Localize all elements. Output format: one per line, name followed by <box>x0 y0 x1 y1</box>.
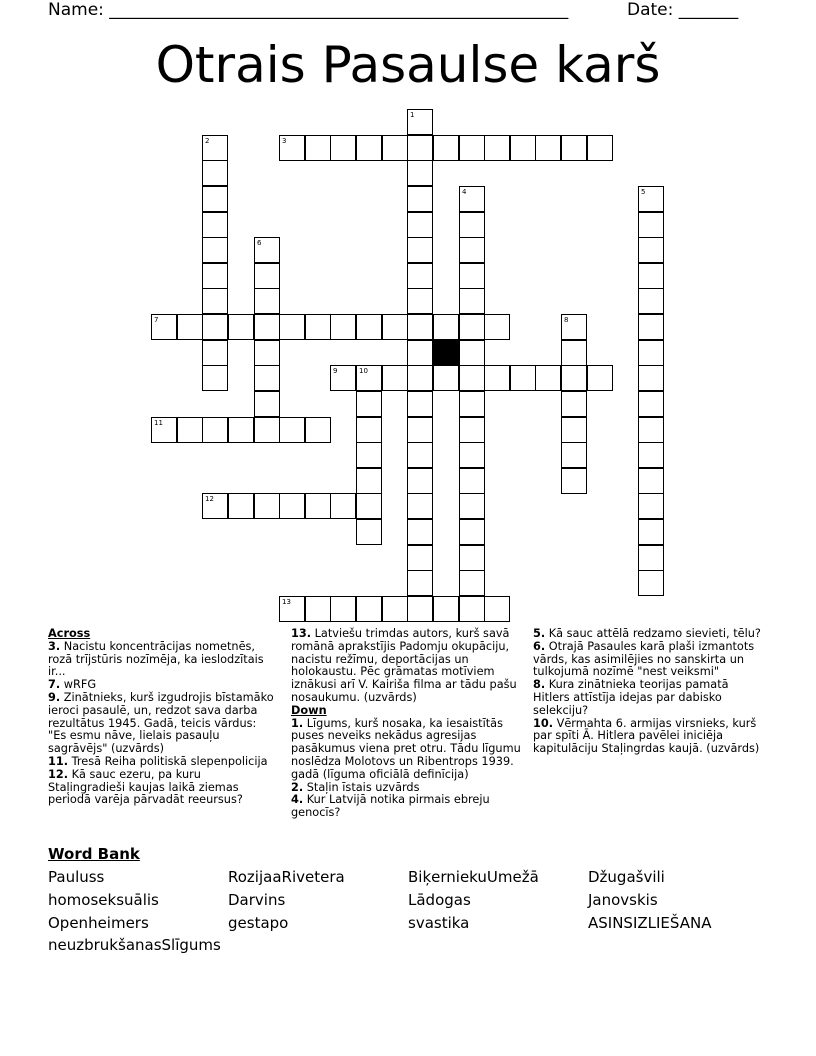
grid-cell[interactable] <box>459 340 485 366</box>
grid-cell[interactable] <box>330 493 356 519</box>
grid-cell[interactable] <box>254 417 280 443</box>
clue-down-8: 8. Kura zinātnieka teorijas pamatā Hitlers attīstīja idejas par dabisko selekciju? <box>533 678 729 717</box>
grid-cell[interactable] <box>484 135 510 161</box>
grid-cell[interactable] <box>382 365 408 391</box>
grid-cell[interactable] <box>202 417 228 443</box>
grid-cell[interactable] <box>407 596 433 622</box>
grid-cell[interactable] <box>484 365 510 391</box>
grid-cell[interactable] <box>459 442 485 468</box>
grid-cell-number: 13 <box>282 598 291 606</box>
word-bank-item: svastika <box>408 914 470 932</box>
grid-cell[interactable] <box>279 417 305 443</box>
grid-cell-number: 11 <box>154 419 163 427</box>
grid-cell[interactable] <box>638 212 664 238</box>
grid-cell[interactable] <box>305 314 331 340</box>
grid-block-cell <box>433 340 459 366</box>
clue-across-3: 3. Nacistu koncentrācijas nometnēs, rozā trījstūris nozīmēja, ka ieslodzītais ir... <box>48 639 264 679</box>
grid-cell[interactable] <box>202 237 228 263</box>
grid-cell[interactable] <box>407 545 433 571</box>
grid-cell[interactable] <box>535 135 561 161</box>
grid-cell[interactable] <box>433 135 459 161</box>
grid-cell[interactable] <box>407 442 433 468</box>
grid-cell-number: 5 <box>641 188 646 196</box>
grid-cell[interactable] <box>382 135 408 161</box>
grid-cell[interactable] <box>228 417 254 443</box>
grid-cell[interactable] <box>228 314 254 340</box>
grid-cell[interactable] <box>561 417 587 443</box>
grid-cell[interactable] <box>459 288 485 314</box>
clue-down-5: 5. Kā sauc attēlā redzamo sievieti, tēlu? <box>533 627 761 640</box>
grid-cell[interactable] <box>254 340 280 366</box>
grid-cell[interactable] <box>459 237 485 263</box>
grid-cell[interactable] <box>356 519 382 545</box>
word-bank-item: neuzbrukšanasSlīgums <box>48 936 221 954</box>
grid-cell[interactable] <box>407 519 433 545</box>
grid-cell[interactable] <box>356 493 382 519</box>
grid-cell[interactable] <box>638 442 664 468</box>
word-bank-item: Darvins <box>228 891 286 909</box>
word-bank-item: Lādogas <box>408 891 471 909</box>
grid-cell[interactable] <box>407 391 433 417</box>
grid-cell[interactable] <box>254 288 280 314</box>
grid-cell-number: 1 <box>410 111 415 119</box>
grid-cell[interactable] <box>202 160 228 186</box>
grid-cell[interactable] <box>407 288 433 314</box>
clue-down-1: 1. Līgums, kurš nosaka, ka iesaistītās puses neveiks nekādus agresijas pasākumus viena pret otru. Tādu līgumu noslēdza Molotovs un Ribentrops 1939. gadā (līguma oficiālā definīcija) <box>291 716 521 781</box>
grid-cell[interactable] <box>305 493 331 519</box>
clue-across-7: 7. wRFG <box>48 678 97 692</box>
grid-cell-number: 12 <box>205 495 214 503</box>
grid-cell[interactable] <box>459 186 485 212</box>
clues-column-1 <box>48 628 278 807</box>
grid-cell[interactable] <box>638 545 664 571</box>
word-bank-item: gestapo <box>228 914 289 932</box>
grid-cell[interactable] <box>382 314 408 340</box>
grid-cell[interactable] <box>330 365 356 391</box>
grid-cell-number: 9 <box>333 367 338 375</box>
grid-cell[interactable] <box>202 186 228 212</box>
word-bank-item: Janovskis <box>588 891 658 909</box>
grid-cell[interactable] <box>407 365 433 391</box>
grid-cell[interactable] <box>151 314 177 340</box>
word-bank-item: Pauluss <box>48 868 105 886</box>
grid-cell[interactable] <box>459 545 485 571</box>
grid-cell[interactable] <box>407 570 433 596</box>
grid-cell[interactable] <box>177 314 203 340</box>
grid-cell[interactable] <box>254 365 280 391</box>
grid-cell[interactable] <box>638 365 664 391</box>
grid-cell[interactable] <box>356 365 382 391</box>
clue-across-13: 13. Latviešu trimdas autors, kurš savā romānā aprakstījis Padomju okupāciju, nacistu režīmu, deportācijas un holokaustu. Pēc grāmatas motīviem iznākusi arī V. Kairiša filma ar tādu pašu nosaukumu. (uzvārds) <box>291 627 517 704</box>
grid-cell[interactable] <box>638 468 664 494</box>
grid-cell[interactable] <box>279 135 305 161</box>
grid-cell[interactable] <box>382 596 408 622</box>
clue-down-2: 2. Staļin īstais uzvārds <box>291 780 420 794</box>
grid-cell[interactable] <box>330 596 356 622</box>
grid-cell[interactable] <box>459 519 485 545</box>
grid-cell[interactable] <box>356 314 382 340</box>
grid-cell[interactable] <box>254 493 280 519</box>
clue-across-12: 12. Kā sauc ezeru, pa kuru Staļingradieši kaujas laikā ziemas periodā varēja pārvadāt reeursus? <box>48 767 243 807</box>
grid-cell[interactable] <box>407 468 433 494</box>
grid-cell-number: 2 <box>205 137 210 145</box>
grid-cell[interactable] <box>459 135 485 161</box>
grid-cell-number: 10 <box>359 367 368 375</box>
grid-cell[interactable] <box>356 468 382 494</box>
grid-cell[interactable] <box>356 442 382 468</box>
grid-cell[interactable] <box>638 417 664 443</box>
grid-cell[interactable] <box>407 263 433 289</box>
grid-cell[interactable] <box>638 570 664 596</box>
grid-cell[interactable] <box>561 135 587 161</box>
grid-cell[interactable] <box>202 135 228 161</box>
grid-cell[interactable] <box>356 596 382 622</box>
grid-cell[interactable] <box>407 109 433 135</box>
grid-cell[interactable] <box>254 263 280 289</box>
grid-cell[interactable] <box>638 314 664 340</box>
grid-cell[interactable] <box>535 365 561 391</box>
clues-column-3 <box>533 628 768 756</box>
grid-cell[interactable] <box>484 596 510 622</box>
grid-cell[interactable] <box>587 365 613 391</box>
grid-cell[interactable] <box>510 135 536 161</box>
grid-cell[interactable] <box>433 314 459 340</box>
grid-cell[interactable] <box>407 493 433 519</box>
grid-cell[interactable] <box>638 340 664 366</box>
grid-cell[interactable] <box>638 519 664 545</box>
word-bank-title: Word Bank <box>48 845 140 863</box>
clue-down-10: 10. Vērmahta 6. armijas virsnieks, kurš par spīti Ā. Hitlera pavēlei iniciēja kapitulāciju Staļingrdas kaujā. (uzvārds) <box>533 716 760 756</box>
grid-cell[interactable] <box>407 340 433 366</box>
date-field-line: Date: _______ <box>627 0 739 20</box>
word-bank-item: ASINSIZLIEŠANA <box>588 914 712 932</box>
grid-cell[interactable] <box>151 417 177 443</box>
grid-cell[interactable] <box>638 288 664 314</box>
grid-cell[interactable] <box>407 186 433 212</box>
grid-cell[interactable] <box>330 314 356 340</box>
word-bank-item: homoseksuālis <box>48 891 159 909</box>
grid-cell[interactable] <box>638 493 664 519</box>
grid-cell-number: 6 <box>257 239 262 247</box>
page-title: Otrais Pasaulse karš <box>155 36 661 94</box>
grid-cell[interactable] <box>407 314 433 340</box>
grid-cell[interactable] <box>459 417 485 443</box>
grid-cell[interactable] <box>279 596 305 622</box>
grid-cell[interactable] <box>433 596 459 622</box>
grid-cell[interactable] <box>561 365 587 391</box>
grid-cell[interactable] <box>305 417 331 443</box>
clue-down-6: 6. Otrajā Pasaules karā plaši izmantots vārds, kas asimilējies no sanskirta un tulkojumā nozīmē "nest veiksmi" <box>533 639 755 679</box>
grid-cell[interactable] <box>561 340 587 366</box>
word-bank-item: Džugašvili <box>588 868 665 886</box>
clues-column-2 <box>291 628 521 820</box>
grid-cell[interactable] <box>561 442 587 468</box>
grid-cell[interactable] <box>202 288 228 314</box>
grid-cell[interactable] <box>279 493 305 519</box>
grid-cell[interactable] <box>638 186 664 212</box>
down-heading: Down <box>291 703 327 717</box>
grid-cell[interactable] <box>638 263 664 289</box>
grid-cell[interactable] <box>254 314 280 340</box>
grid-cell[interactable] <box>433 365 459 391</box>
grid-cell[interactable] <box>459 468 485 494</box>
grid-cell[interactable] <box>459 391 485 417</box>
clue-across-11: 11. Tresā Reiha politiskā slepenpolicija <box>48 754 268 768</box>
grid-cell[interactable] <box>459 263 485 289</box>
grid-cell[interactable] <box>459 596 485 622</box>
clue-down-4: 4. Kur Latvijā notika pirmais ebreju genocīs? <box>291 793 490 820</box>
grid-cell-number: 7 <box>154 316 159 324</box>
grid-cell[interactable] <box>177 417 203 443</box>
grid-cell[interactable] <box>407 135 433 161</box>
grid-cell[interactable] <box>305 135 331 161</box>
grid-cell[interactable] <box>305 596 331 622</box>
grid-cell[interactable] <box>202 314 228 340</box>
grid-cell[interactable] <box>561 391 587 417</box>
grid-cell[interactable] <box>254 391 280 417</box>
grid-cell[interactable] <box>638 237 664 263</box>
grid-cell[interactable] <box>202 212 228 238</box>
grid-cell[interactable] <box>561 468 587 494</box>
grid-cell[interactable] <box>356 417 382 443</box>
grid-cell[interactable] <box>587 135 613 161</box>
name-field-line: Name: ______________________________________________________ <box>48 0 569 20</box>
grid-cell[interactable] <box>407 160 433 186</box>
grid-cell[interactable] <box>202 365 228 391</box>
word-bank-item: BiķerniekuUmežā <box>408 868 539 886</box>
grid-cell[interactable] <box>407 237 433 263</box>
word-bank-item: Openheimers <box>48 914 149 932</box>
grid-cell[interactable] <box>638 391 664 417</box>
grid-cell[interactable] <box>202 340 228 366</box>
grid-cell[interactable] <box>459 365 485 391</box>
grid-cell[interactable] <box>459 212 485 238</box>
across-heading: Across <box>48 627 91 640</box>
grid-cell[interactable] <box>356 135 382 161</box>
word-bank-item: RozijaaRivetera <box>228 868 345 886</box>
grid-cell[interactable] <box>459 493 485 519</box>
grid-cell[interactable] <box>459 314 485 340</box>
grid-cell[interactable] <box>407 417 433 443</box>
grid-cell[interactable] <box>254 237 280 263</box>
grid-cell[interactable] <box>561 314 587 340</box>
grid-cell[interactable] <box>279 314 305 340</box>
grid-cell-number: 4 <box>462 188 467 196</box>
grid-cell[interactable] <box>202 493 228 519</box>
grid-cell[interactable] <box>228 493 254 519</box>
grid-cell[interactable] <box>407 212 433 238</box>
grid-cell[interactable] <box>356 391 382 417</box>
grid-cell[interactable] <box>510 365 536 391</box>
grid-cell-number: 8 <box>564 316 569 324</box>
grid-cell-number: 3 <box>282 137 287 145</box>
grid-cell[interactable] <box>202 263 228 289</box>
grid-cell[interactable] <box>330 135 356 161</box>
clue-across-9: 9. Zinātnieks, kurš izgudrojis bīstamāko ieroci pasaulē, un, redzot sava darba rezultātus 1945. Gadā, teicis vārdus: "Es esmu nāve, lielais pasauļu sagrāvējs" (uzvārds) <box>48 690 274 756</box>
grid-cell[interactable] <box>459 570 485 596</box>
grid-cell[interactable] <box>484 314 510 340</box>
